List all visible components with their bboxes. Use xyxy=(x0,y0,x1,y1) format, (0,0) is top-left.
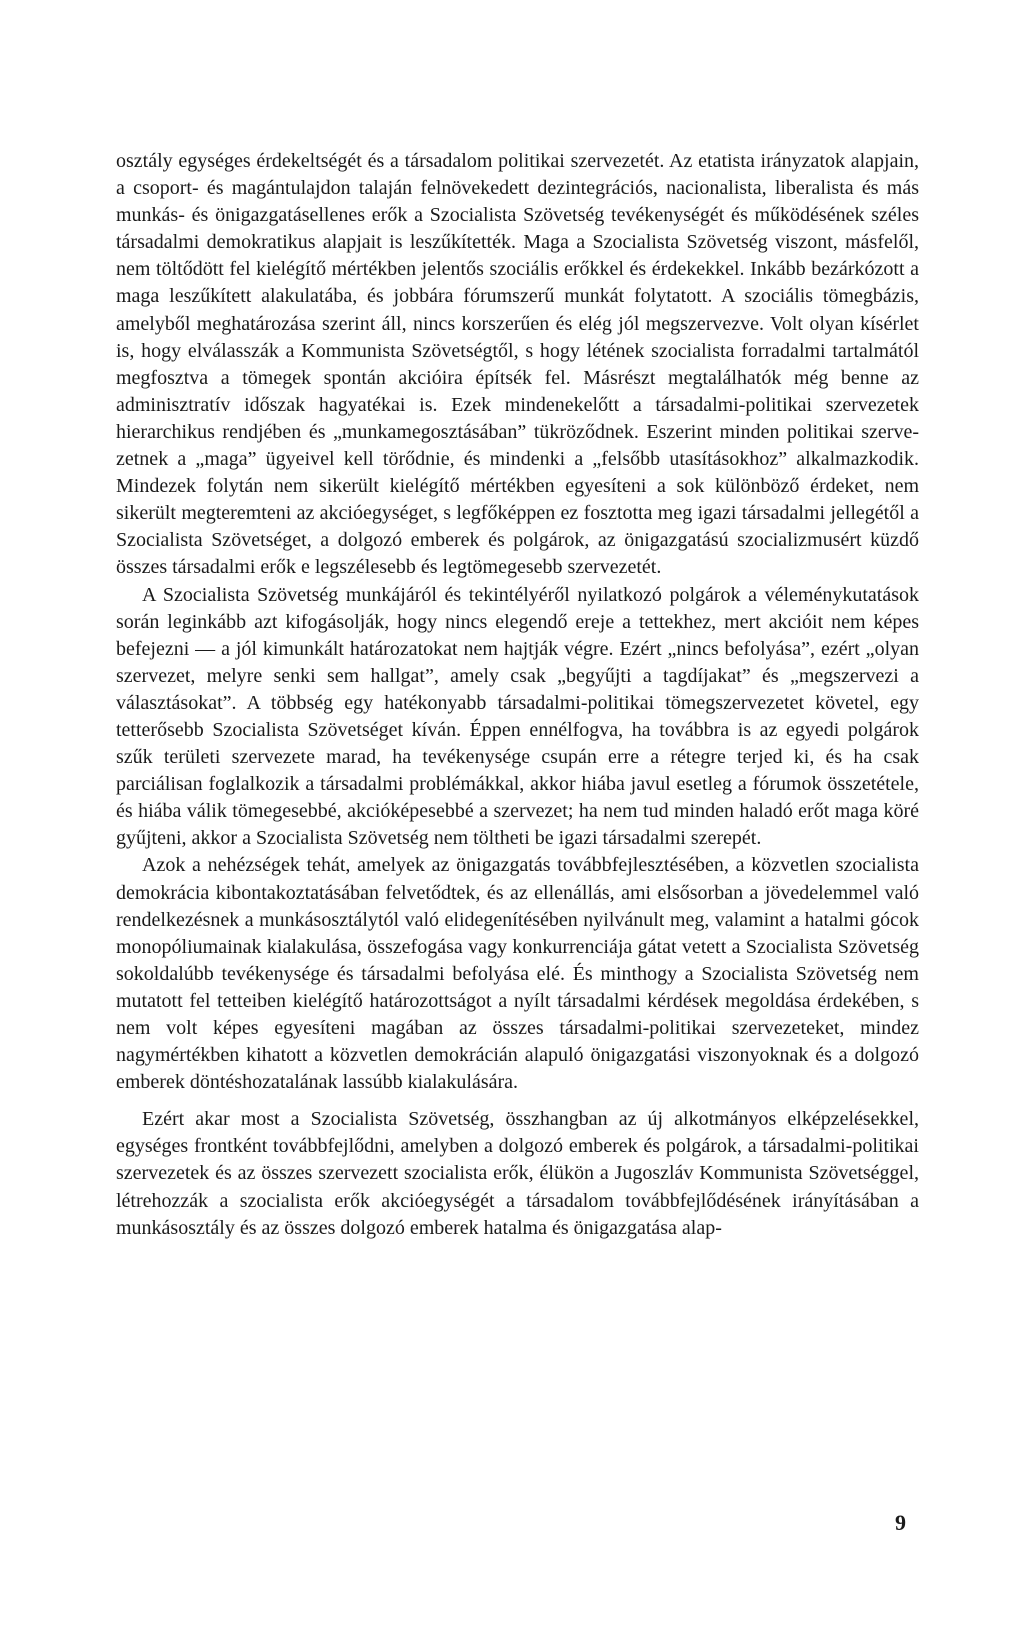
paragraph-2: A Szocialista Szövetség munkájáról és tekintélyéről nyilatkozó polgárok a véleménykutatások során leginkább azt kifogásolják, hogy nincs elegendő ereje a tettekhez, mert akcióit nem képes befejezni — a jól kimunkált határozatokat nem hajtják végre. Ezért „nincs befolyása”, ezért „olyan szervezet, melyre senki sem hallgat”, amely csak „begyűjti a tagdíjakat” és „megszervezi a választásokat”. A többség egy hatékonyabb társadalmi-politikai tömegszervezetet követel, egy tetterősebb Szocialista Szövetséget kíván. Éppen ennélfogva, ha továbbra is az egyedi polgárok szűk területi szervezete marad, ha tevékenysége csupán erre a rétegre terjed ki, és ha csak parciálisan foglalkozik a társadalmi problémákkal, akkor hiába javul esetleg a fórumok összetétele, és hiába válik tömegesebbé, akcióképesebbé a szervezet; ha nem tud minden haladó erőt maga köré gyűjteni, akkor a Szocialista Szövetség nem töltheti be igazi társadalmi szerepét. xyxy=(116,583,919,850)
body-text xyxy=(116,148,919,1242)
page-number: 9 xyxy=(895,1510,906,1535)
paragraph-3: Azok a nehézségek tehát, amelyek az önigazgatás továbbfejlesztésében, a közvetlen szocialista demokrácia kibontakoztatásában felvetődtek, és az ellenállás, ami elsősorban a jövedelemmel való rendelkezésnek a munkásosztálytól való elidegenítésében nyilvánult meg, valamint a hatalmi gócok monopóliumainak kialakulása, összefogása vagy konkurrenciája gátat vetett a Szocialista Szövetség sokoldalúbb tevékenysége és társadalmi befolyása elé. És minthogy a Szocialista Szövetség nem mutatott fel tetteiben kielégítő határozottságot a nyílt társadalmi kérdések megoldása érdekében, s nem volt képes egyesíteni magában az összes társadalmi-politikai szervezeteket, mindez nagymértékben kihatott a közvetlen demokrácián alapuló önigazgatási viszonyoknak és a dolgozó emberek döntéshozatalának lassúbb kialakulására. xyxy=(116,854,919,1094)
paragraph-4: Ezért akar most a Szocialista Szövetség, összhangban az új alkotmányos elképzelésekkel, egységes frontként továbbfejlődni, amelyben a dolgozó emberek és polgárok, a társadalmi-politikai szervezetek és az összes szervezett szocialista erők, élükön a Jugoszláv Kommunista Szövetséggel, létrehozzák a szocialista erők akcióegységét a társadalom továbbfejlődésének irányításában a munkásosztály és az összes dolgozó emberek hatalma és önigazgatása alap- xyxy=(116,1108,919,1239)
paragraph-1: osztály egységes érdekeltségét és a társadalom politikai szervezetét. Az etatista irányzatok alapjain, a csoport- és magántulajdon talaján felnövekedett dezintegrációs, nacionalista, liberalista és más munkás- és önigazgatásellenes erők a Szocialista Szövetség tevékenységét és működésének széles társadalmi demokratikus alapjait is leszűkítették. Maga a Szocialista Szövetség viszont, másfelől, nem töltődött fel kielégítő mértékben jelentős szociális erőkkel és érdekekkel. Inkább bezárkózott a maga leszűkített alakulatába, és jobbára fórumszerű munkát folytatott. A szociális tömegbázis, amelyből meghatározása szerint áll, nincs korszerűen és elég jól megszervezve. Volt olyan kísérlet is, hogy elválasszák a Kommunista Szövetségtől, s hogy létének szocialista forradalmi tartalmától megfosztva a tömegek spontán akcióira építsék fel. Másrészt megtalálhatók még benne az adminisztratív időszak hagyatékai is. Ezek mindenekelőtt a társadalmi-politikai szervezetek hierarchikus rendjében és „munkamegosztásában” tükröződnek. Eszerint minden politikai szervezetnek a „maga” ügyeivel kell törődnie, és mindenki a „felsőbb utasításokhoz” alkalmazkodik. Mindezek folytán nem sikerült kielégítő mértékben egyesíteni a sok különböző érdeket, nem sikerült megteremteni az akcióegységet, s legfőképpen ez fosztotta meg igazi társadalmi jellegétől a Szocialista Szövetséget, a dolgozó emberek és polgárok, az önigazgatású szocializmusért küzdő összes társadalmi erők e legszélesebb és legtömegesebb szervezetét. xyxy=(116,150,919,579)
